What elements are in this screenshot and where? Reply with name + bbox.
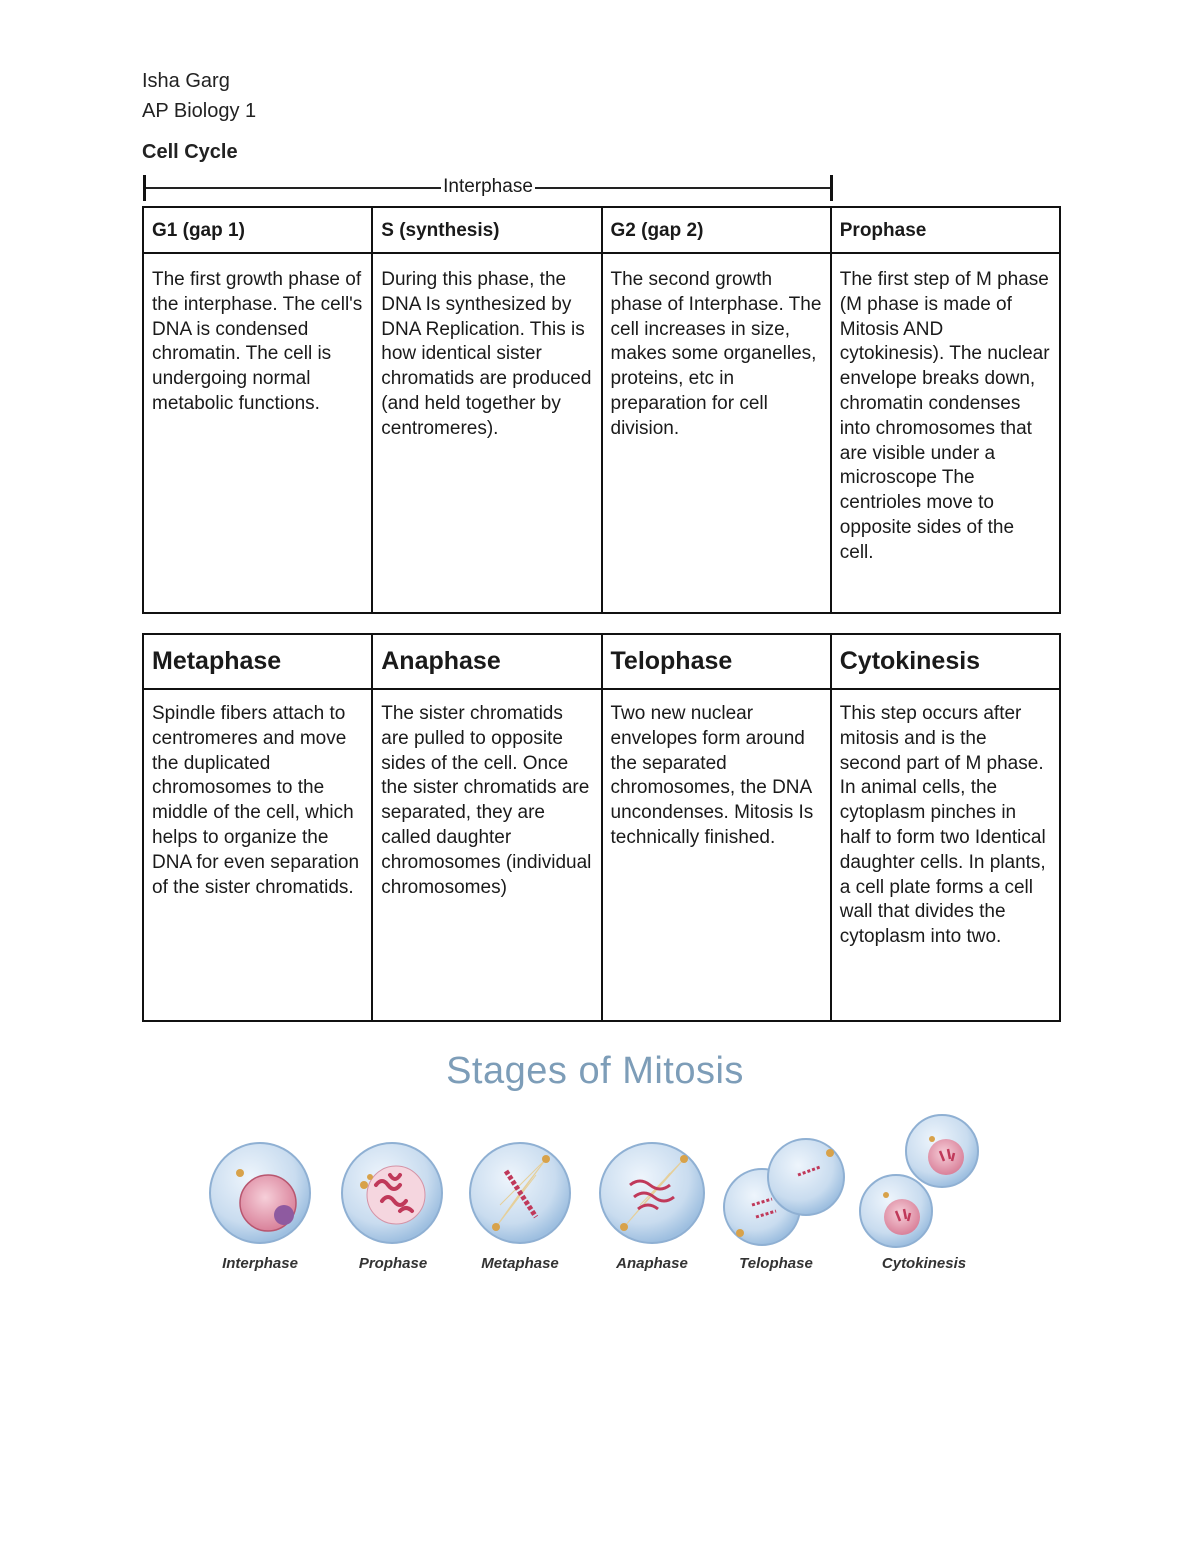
mitosis-table bbox=[142, 633, 1061, 1022]
cell-telophase: Two new nuclear envelopes form around the separated chromosomes, the DNA uncondenses. Mitosis Is technically finished. bbox=[602, 689, 831, 1021]
label-telophase: Telophase bbox=[739, 1255, 813, 1272]
header-s: S (synthesis) bbox=[372, 207, 601, 253]
anaphase-cell bbox=[600, 1143, 704, 1243]
table-header-row bbox=[143, 634, 1060, 689]
cell-g1: The first growth phase of the interphase. The cell's DNA is condensed chromatin. The cell is undergoing normal metabolic functions. bbox=[143, 253, 372, 613]
header-g2: G2 (gap 2) bbox=[602, 207, 831, 253]
cell-anaphase: The sister chromatids are pulled to opposite sides of the cell. Once the sister chromatids are separated, they are called daughter chromosomes (individual chromosomes) bbox=[372, 689, 601, 1021]
document-title: Cell Cycle bbox=[142, 141, 238, 163]
interphase-label: Interphase bbox=[443, 176, 533, 197]
header-g1: G1 (gap 1) bbox=[143, 207, 372, 253]
telophase-cell bbox=[724, 1139, 844, 1245]
interphase-span-indicator bbox=[143, 175, 833, 201]
mitosis-stages-figure bbox=[200, 1045, 1000, 1285]
metaphase-cell bbox=[470, 1143, 570, 1243]
cytokinesis-cells bbox=[860, 1115, 978, 1247]
header-prophase: Prophase bbox=[831, 207, 1060, 253]
label-prophase: Prophase bbox=[358, 1255, 428, 1272]
stages-illustration bbox=[200, 1045, 1000, 1285]
label-cytokinesis: Cytokinesis bbox=[881, 1255, 967, 1272]
cell-g2: The second growth phase of Interphase. The cell increases in size, makes some organelles, proteins, etc in preparation for cell division. bbox=[602, 253, 831, 613]
figure-title: Stages of Mitosis bbox=[446, 1050, 744, 1092]
header-anaphase: Anaphase bbox=[372, 634, 601, 689]
header-cytokinesis: Cytokinesis bbox=[831, 634, 1060, 689]
label-anaphase: Anaphase bbox=[616, 1255, 688, 1272]
cell-s: During this phase, the DNA Is synthesized by DNA Replication. This is how identical sister chromatids are produced (and held together by centromeres). bbox=[372, 253, 601, 613]
table-row bbox=[143, 253, 1060, 613]
header-telophase: Telophase bbox=[602, 634, 831, 689]
cell-cytokinesis: This step occurs after mitosis and is the second part of M phase. In animal cells, the cytoplasm pinches in half to form two Identical daughter cells. In plants, a cell plate forms a cell wall that divides the cytoplasm into two. bbox=[831, 689, 1060, 1021]
prophase-cell bbox=[342, 1143, 442, 1243]
header-metaphase: Metaphase bbox=[143, 634, 372, 689]
interphase-table bbox=[142, 206, 1061, 614]
author-name: Isha Garg bbox=[142, 70, 230, 92]
label-metaphase: Metaphase bbox=[481, 1255, 559, 1272]
course-name: AP Biology 1 bbox=[142, 100, 257, 122]
interphase-cell bbox=[210, 1143, 310, 1243]
label-interphase: Interphase bbox=[222, 1255, 298, 1272]
table-row bbox=[143, 689, 1060, 1021]
cell-prophase: The first step of M phase (M phase is made of Mitosis AND cytokinesis). The nuclear envelope breaks down, chromatin condenses into chromosomes that are visible under a microscope The centrioles move to opposite sides of the cell. bbox=[831, 253, 1060, 613]
table-header-row bbox=[143, 207, 1060, 253]
cell-metaphase: Spindle fibers attach to centromeres and move the duplicated chromosomes to the middle of the cell, which helps to organize the DNA for even separation of the sister chromatids. bbox=[143, 689, 372, 1021]
